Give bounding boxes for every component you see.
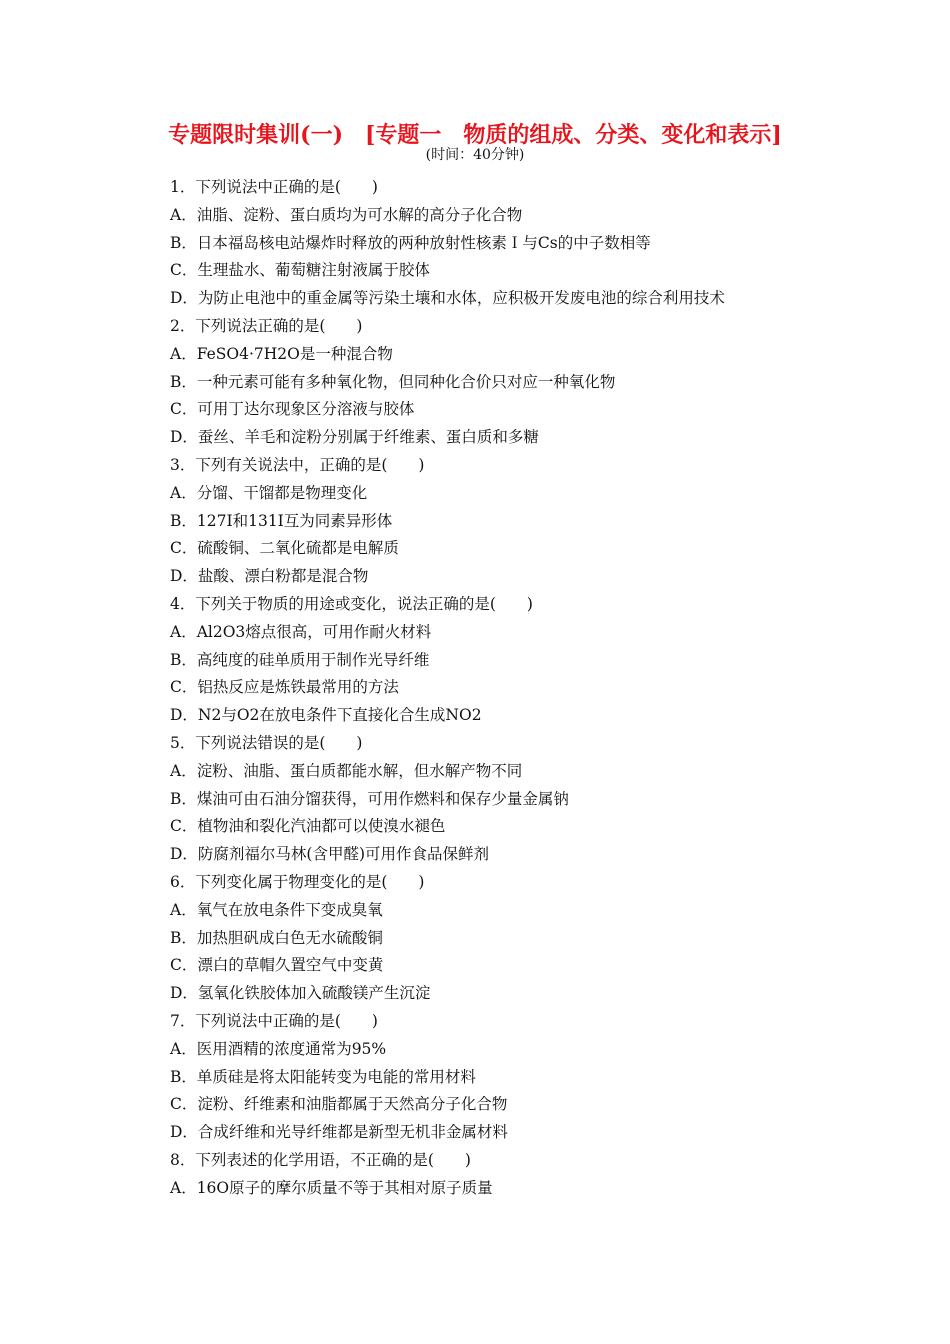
option: B．高纯度的硅单质用于制作光导纤维 bbox=[170, 650, 430, 669]
option: C．漂白的草帽久置空气中变黄 bbox=[170, 956, 384, 975]
question-stem: 8．下列表述的化学用语，不正确的是( ) bbox=[170, 1150, 471, 1169]
option: A．氧气在放电条件下变成臭氧 bbox=[170, 900, 383, 919]
option: C．植物油和裂化汽油都可以使溴水褪色 bbox=[170, 817, 446, 836]
option: D．为防止电池中的重金属等污染土壤和水体，应积极开发废电池的综合利用技术 bbox=[170, 289, 725, 308]
question-stem: 5．下列说法错误的是( ) bbox=[170, 733, 363, 752]
option: B．单质硅是将太阳能转变为电能的常用材料 bbox=[170, 1067, 476, 1086]
option: A．16O原子的摩尔质量不等于其相对原子质量 bbox=[170, 1178, 493, 1197]
question-stem: 3．下列有关说法中，正确的是( ) bbox=[170, 455, 425, 474]
option: C．可用丁达尔现象区分溶液与胶体 bbox=[170, 400, 415, 419]
option: D．防腐剂福尔马林(含甲醛)可用作食品保鲜剂 bbox=[170, 845, 490, 864]
question-stem: 1．下列说法中正确的是( ) bbox=[170, 178, 378, 196]
option: C．淀粉、纤维素和油脂都属于天然高分子化合物 bbox=[170, 1095, 508, 1114]
option: C．铝热反应是炼铁最常用的方法 bbox=[170, 678, 399, 697]
question-list bbox=[170, 174, 890, 1202]
option: C．生理盐水、葡萄糖注射液属于胶体 bbox=[170, 261, 430, 280]
option: B．日本福岛核电站爆炸时释放的两种放射性核素Ｉ与Cs的中子数相等 bbox=[170, 233, 651, 252]
option: A．Al2O3熔点很高，可用作耐火材料 bbox=[170, 622, 432, 641]
option: D．合成纤维和光导纤维都是新型无机非金属材料 bbox=[170, 1123, 508, 1142]
option: A．淀粉、油脂、蛋白质都能水解，但水解产物不同 bbox=[170, 761, 523, 780]
document-subtitle: (时间：40分钟) bbox=[425, 147, 525, 163]
option: D．蚕丝、羊毛和淀粉分别属于纤维素、蛋白质和多糖 bbox=[170, 428, 539, 447]
option: A．分馏、干馏都是物理变化 bbox=[170, 483, 368, 502]
question-stem: 4．下列关于物质的用途或变化，说法正确的是( ) bbox=[170, 594, 533, 613]
option: D．N2与O2在放电条件下直接化合生成NO2 bbox=[170, 706, 482, 725]
option: B．加热胆矾成白色无水硫酸铜 bbox=[170, 928, 383, 947]
option: D．氢氧化铁胶体加入硫酸镁产生沉淀 bbox=[170, 984, 431, 1003]
option: C．硫酸铜、二氧化硫都是电解质 bbox=[170, 539, 399, 558]
option: B．127I和131I互为同素异形体 bbox=[170, 511, 393, 530]
option: B．一种元素可能有多种氧化物，但同种化合价只对应一种氧化物 bbox=[170, 372, 616, 391]
option: B．煤油可由石油分馏获得，可用作燃料和保存少量金属钠 bbox=[170, 789, 569, 808]
document-title: 专题限时集训(一) [专题一 物质的组成、分类、变化和表示] bbox=[168, 122, 782, 148]
option: A．油脂、淀粉、蛋白质均为可水解的高分子化合物 bbox=[170, 205, 523, 224]
question-stem: 2．下列说法正确的是( ) bbox=[170, 316, 363, 335]
option: A．医用酒精的浓度通常为95% bbox=[170, 1039, 387, 1058]
question-stem: 7．下列说法中正确的是( ) bbox=[170, 1011, 378, 1030]
option: A．FeSO4·7H2O是一种混合物 bbox=[170, 344, 393, 363]
question-stem: 6．下列变化属于物理变化的是( ) bbox=[170, 872, 425, 891]
option: D．盐酸、漂白粉都是混合物 bbox=[170, 567, 369, 586]
